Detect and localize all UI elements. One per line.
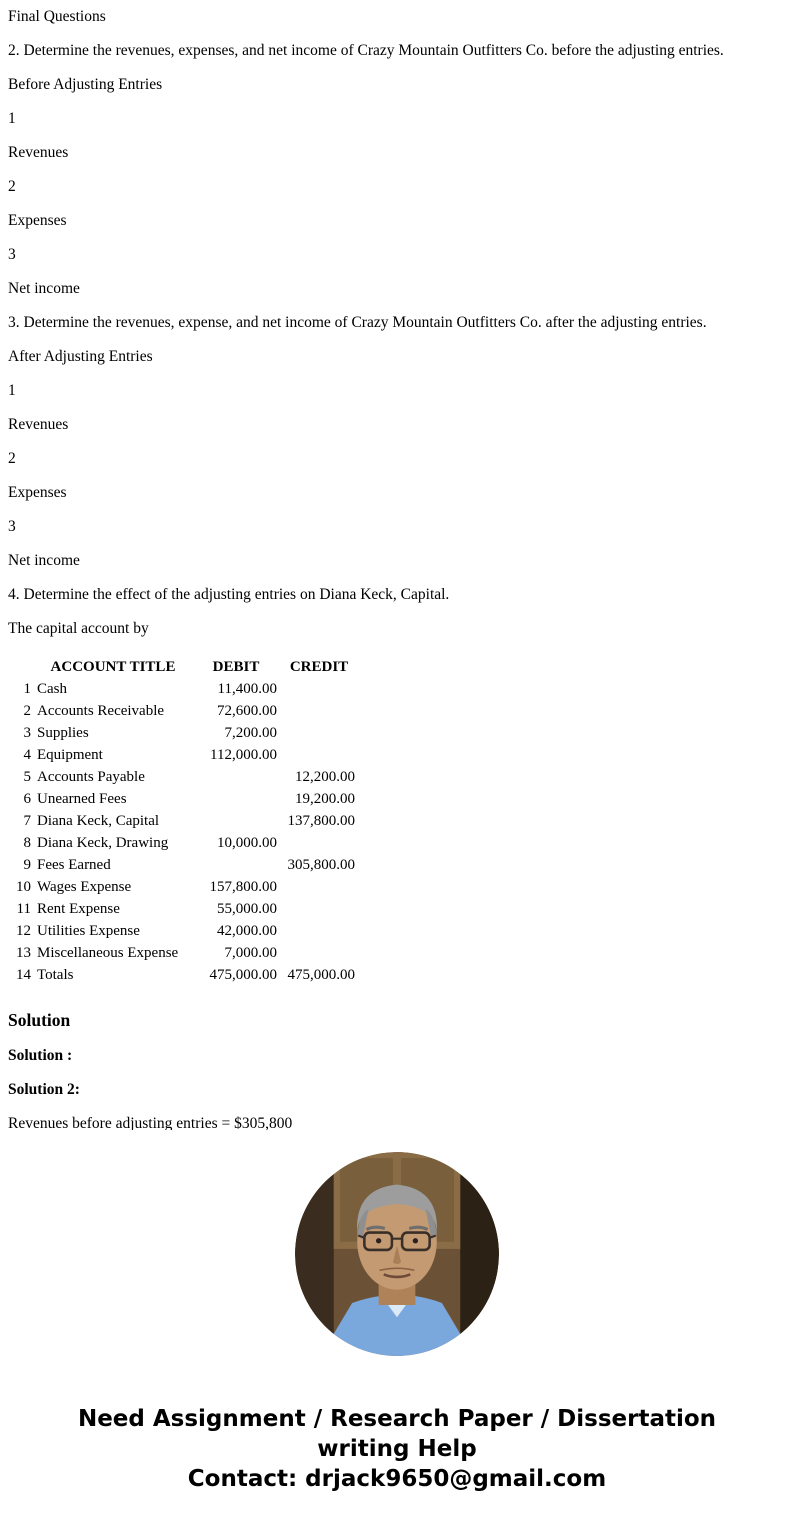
cell-credit: 475,000.00: [287, 967, 355, 983]
cell-credit: 19,200.00: [295, 791, 355, 807]
header-debit: DEBIT: [212, 659, 260, 675]
cell-credit: [280, 942, 358, 964]
cell-debit: 72,600.00: [217, 703, 277, 719]
cell-debit: [192, 854, 280, 876]
cell-title: Rent Expense: [37, 901, 120, 917]
paragraph: Net income: [8, 280, 80, 297]
header-account-title: ACCOUNT TITLE: [50, 659, 176, 675]
paragraph: Expenses: [8, 484, 67, 501]
paragraph: Net income: [8, 552, 80, 569]
cell-debit: 10,000.00: [217, 835, 277, 851]
corner-cell: [8, 656, 34, 678]
cell-num: 2: [23, 703, 31, 719]
cell-credit: 12,200.00: [295, 769, 355, 785]
solution-label-2: Solution 2:: [8, 1081, 80, 1098]
cell-credit: [280, 876, 358, 898]
cell-debit: 55,000.00: [217, 901, 277, 917]
paragraph: Before Adjusting Entries: [8, 76, 163, 93]
solution-label-1: Solution :: [8, 1047, 73, 1064]
paragraph: Revenues: [8, 144, 69, 161]
table-row: [8, 854, 358, 876]
solution-heading: Solution: [8, 1010, 71, 1030]
cell-title: Supplies: [37, 725, 89, 741]
header-credit: CREDIT: [289, 659, 349, 675]
cell-num: 14: [16, 967, 31, 983]
cell-title: Cash: [37, 681, 67, 697]
cell-title: Accounts Receivable: [37, 703, 165, 719]
table-row: [8, 920, 358, 942]
cell-credit: [280, 832, 358, 854]
paragraph: Final Questions: [8, 8, 106, 25]
cell-debit: 157,800.00: [209, 879, 277, 895]
paragraph: 3. Determine the revenues, expense, and net income of Crazy Mountain Outfitters Co. after the adjusting entries.: [8, 314, 707, 331]
cell-credit: 305,800.00: [287, 857, 355, 873]
cell-num: 6: [23, 791, 31, 807]
paragraph: 3: [8, 518, 16, 535]
cell-title: Wages Expense: [37, 879, 132, 895]
cell-title: Accounts Payable: [37, 769, 145, 785]
table-header: [8, 656, 358, 678]
table-row: [8, 898, 358, 920]
paragraph: Expenses: [8, 212, 67, 229]
cell-debit: 7,000.00: [224, 945, 277, 961]
cell-credit: [280, 744, 358, 766]
table-row: [8, 810, 358, 832]
cell-title: Totals: [37, 967, 74, 983]
cell-num: 1: [23, 681, 31, 697]
table-row: [8, 766, 358, 788]
cell-credit: [280, 898, 358, 920]
cell-num: 3: [23, 725, 31, 741]
cell-debit: 11,400.00: [217, 681, 277, 697]
cell-num: 10: [16, 879, 31, 895]
paragraph: After Adjusting Entries: [8, 348, 153, 365]
table-row: [8, 744, 358, 766]
table-row: [8, 788, 358, 810]
cell-credit: [280, 920, 358, 942]
paragraph: 1: [8, 382, 16, 399]
cell-debit: 112,000.00: [210, 747, 277, 763]
cell-debit: [192, 788, 280, 810]
cell-title: Diana Keck, Capital: [37, 813, 160, 829]
paragraph: 4. Determine the effect of the adjusting entries on Diana Keck, Capital.: [8, 586, 450, 603]
cell-credit: [280, 722, 358, 744]
banner-line-contact: Contact: drjack9650@gmail.com: [187, 1466, 607, 1492]
cell-num: 11: [16, 901, 31, 917]
cell-title: Miscellaneous Expense: [37, 945, 179, 961]
cell-title: Utilities Expense: [37, 923, 140, 939]
table-row: [8, 876, 358, 898]
contact-banner: [0, 1404, 794, 1494]
cell-num: 4: [23, 747, 31, 763]
cell-num: 8: [23, 835, 31, 851]
paragraph: Revenues: [8, 416, 69, 433]
cell-title: Fees Earned: [37, 857, 111, 873]
table-header-row: [8, 656, 358, 678]
clipped-revenue-line: Revenues before adjusting entries = $305,800: [8, 1115, 293, 1130]
cell-num: 12: [16, 923, 31, 939]
cell-credit: [280, 700, 358, 722]
cell-debit: 475,000.00: [209, 967, 277, 983]
table-row: [8, 722, 358, 744]
cell-title: Diana Keck, Drawing: [37, 835, 169, 851]
cell-num: 7: [23, 813, 31, 829]
cell-debit: 7,200.00: [224, 725, 277, 741]
cell-credit: [280, 678, 358, 700]
paragraph: 2: [8, 178, 16, 195]
avatar-section: [0, 1152, 794, 1356]
cell-num: 13: [16, 945, 31, 961]
paragraph: 2. Determine the revenues, expenses, and net income of Crazy Mountain Outfitters Co. before the adjusting entries.: [8, 42, 724, 59]
paragraph: 3: [8, 246, 16, 263]
cell-credit: 137,800.00: [287, 813, 355, 829]
table-row: [8, 832, 358, 854]
table-body: [8, 678, 358, 986]
cell-debit: [192, 810, 280, 832]
cell-debit: [192, 766, 280, 788]
table-row: [8, 942, 358, 964]
table-row: [8, 678, 358, 700]
cell-num: 9: [23, 857, 31, 873]
paragraph: 2: [8, 450, 16, 467]
tutor-avatar: [295, 1152, 499, 1356]
banner-line-help: Need Assignment / Research Paper / Dissertation writing Help: [77, 1406, 717, 1462]
paragraph: 1: [8, 110, 16, 127]
trial-balance-table: [8, 656, 358, 986]
intro-paragraphs: [8, 8, 786, 638]
cell-title: Equipment: [37, 747, 103, 763]
table-row: [8, 964, 358, 986]
cell-title: Unearned Fees: [37, 791, 127, 807]
paragraph: The capital account by: [8, 620, 149, 637]
table-row: [8, 700, 358, 722]
cell-debit: 42,000.00: [217, 923, 277, 939]
cell-num: 5: [23, 769, 31, 785]
